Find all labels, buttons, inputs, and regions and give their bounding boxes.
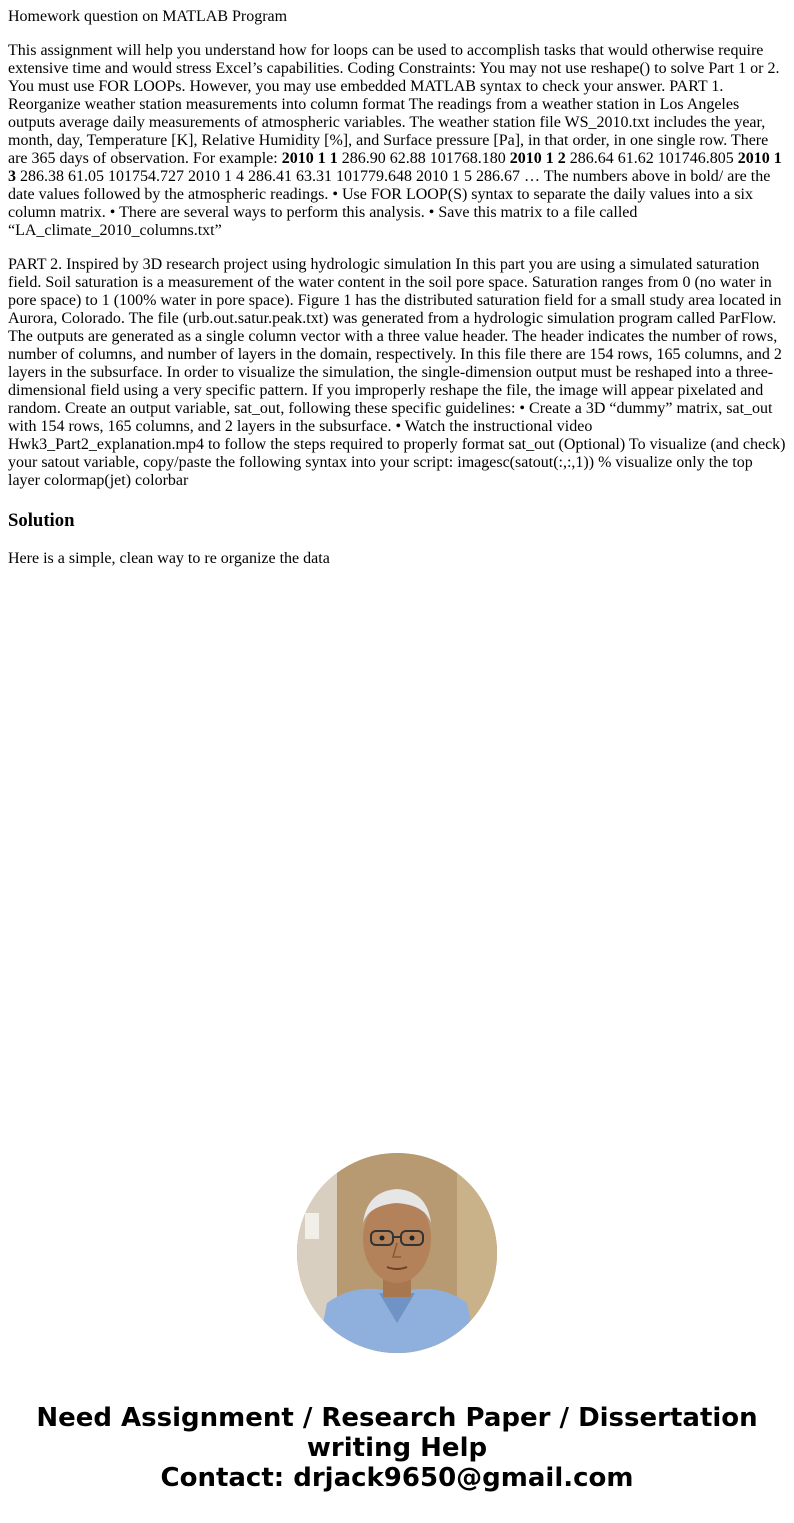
question-part2: PART 2. Inspired by 3D research project using hydrologic simulation In this part you are using a simulated saturation field. Soil saturation is a measurement of the water content in the soil pore space. Saturation ranges from 0 (no water in pore space) to 1 (100% water in pore space). Figure 1 has the distributed saturation field for a small study area located in Aurora, Colorado. The file (urb.out.satur.peak.txt) was generated from a hydrologic simulation program called ParFlow. The outputs are generated as a single column vector with a three value header. The header indicates the number of rows, number of columns, and number of layers in the domain, respectively. In this file there are 154 rows, 165 columns, and 2 layers in the subsurface. In order to visualize the simulation, the single-dimension output must be reshaped into a three-dimensional field using a very specific pattern. If you improperly reshape the file, the image will appear pixelated and random. Create an output variable, sat_out, following these specific guidelines: • Create a 3D “dummy” matrix, sat_out with 154 rows, 165 columns, and 2 layers in the subsurface. • Watch the instructional video Hwk3_Part2_explanation.mp4 to follow the steps required to properly format sat_out (Optional) To visualize (and check) your satout variable, copy/paste the following syntax into your script: imagesc(satout(:,:,1)) % visualize only the top layer colormap(jet) colorbar [8,256,786,489]
ad-line-1: Need Assignment / Research Paper / Dissertation [36,1403,758,1433]
ad-contact-line: Contact: drjack9650@gmail.com [160,1463,634,1493]
solution-heading: Solution [8,510,75,531]
person-photo-icon [297,1153,497,1353]
document-body [8,8,788,568]
question-part1 [8,42,788,240]
question-bold-date-3: 2010 1 3 [8,150,782,185]
question-bold-date-1: 2010 1 1 [281,150,338,167]
solution-text: Here is a simple, clean way to re organize the data [8,550,330,567]
question-part1-text-c: 286.90 62.88 101768.180 [337,150,510,167]
question-part1-text-d: 286.64 61.62 101746.805 [565,150,738,167]
question-bold-date-2: 2010 1 2 [509,150,566,167]
page-title: Homework question on MATLAB Program [8,8,288,25]
contact-advertisement [0,1403,794,1493]
question-part1-text-e: 286.38 61.05 101754.727 2010 1 4 286.41 63.31 101779.648 2010 1 5 286.67 … The numbers above in bold/ are the date values followed by the atmospheric readings. • Use FOR LOOP(S) syntax to separate the daily values into a six column matrix. • There are several ways to perform this analysis. • Save this matrix to a file called “LA_climate_2010_columns.txt” [8,168,771,239]
ad-line-2: writing Help [306,1433,488,1463]
question-part1-text-a: This assignment will help you understand how for loops can be used to accomplish tasks that would otherwise require extensive time and would stress Excel’s capabilities. Coding Constraints: You may not use reshape() to solve Part 1 or 2. You must use FOR LOOPs. However, you may use embedded MATLAB syntax to check your answer. PART 1. Reorganize weather station measurements into column format The readings from a weather station in Los Angeles outputs average daily measurements of atmospheric variables. The weather station file WS_2010.txt includes the year, month, day, Temperature [K], Relative Humidity [%], and Surface pressure [Pa], in that order, in one single row. There are 365 days of observation. For example: [8,42,780,167]
